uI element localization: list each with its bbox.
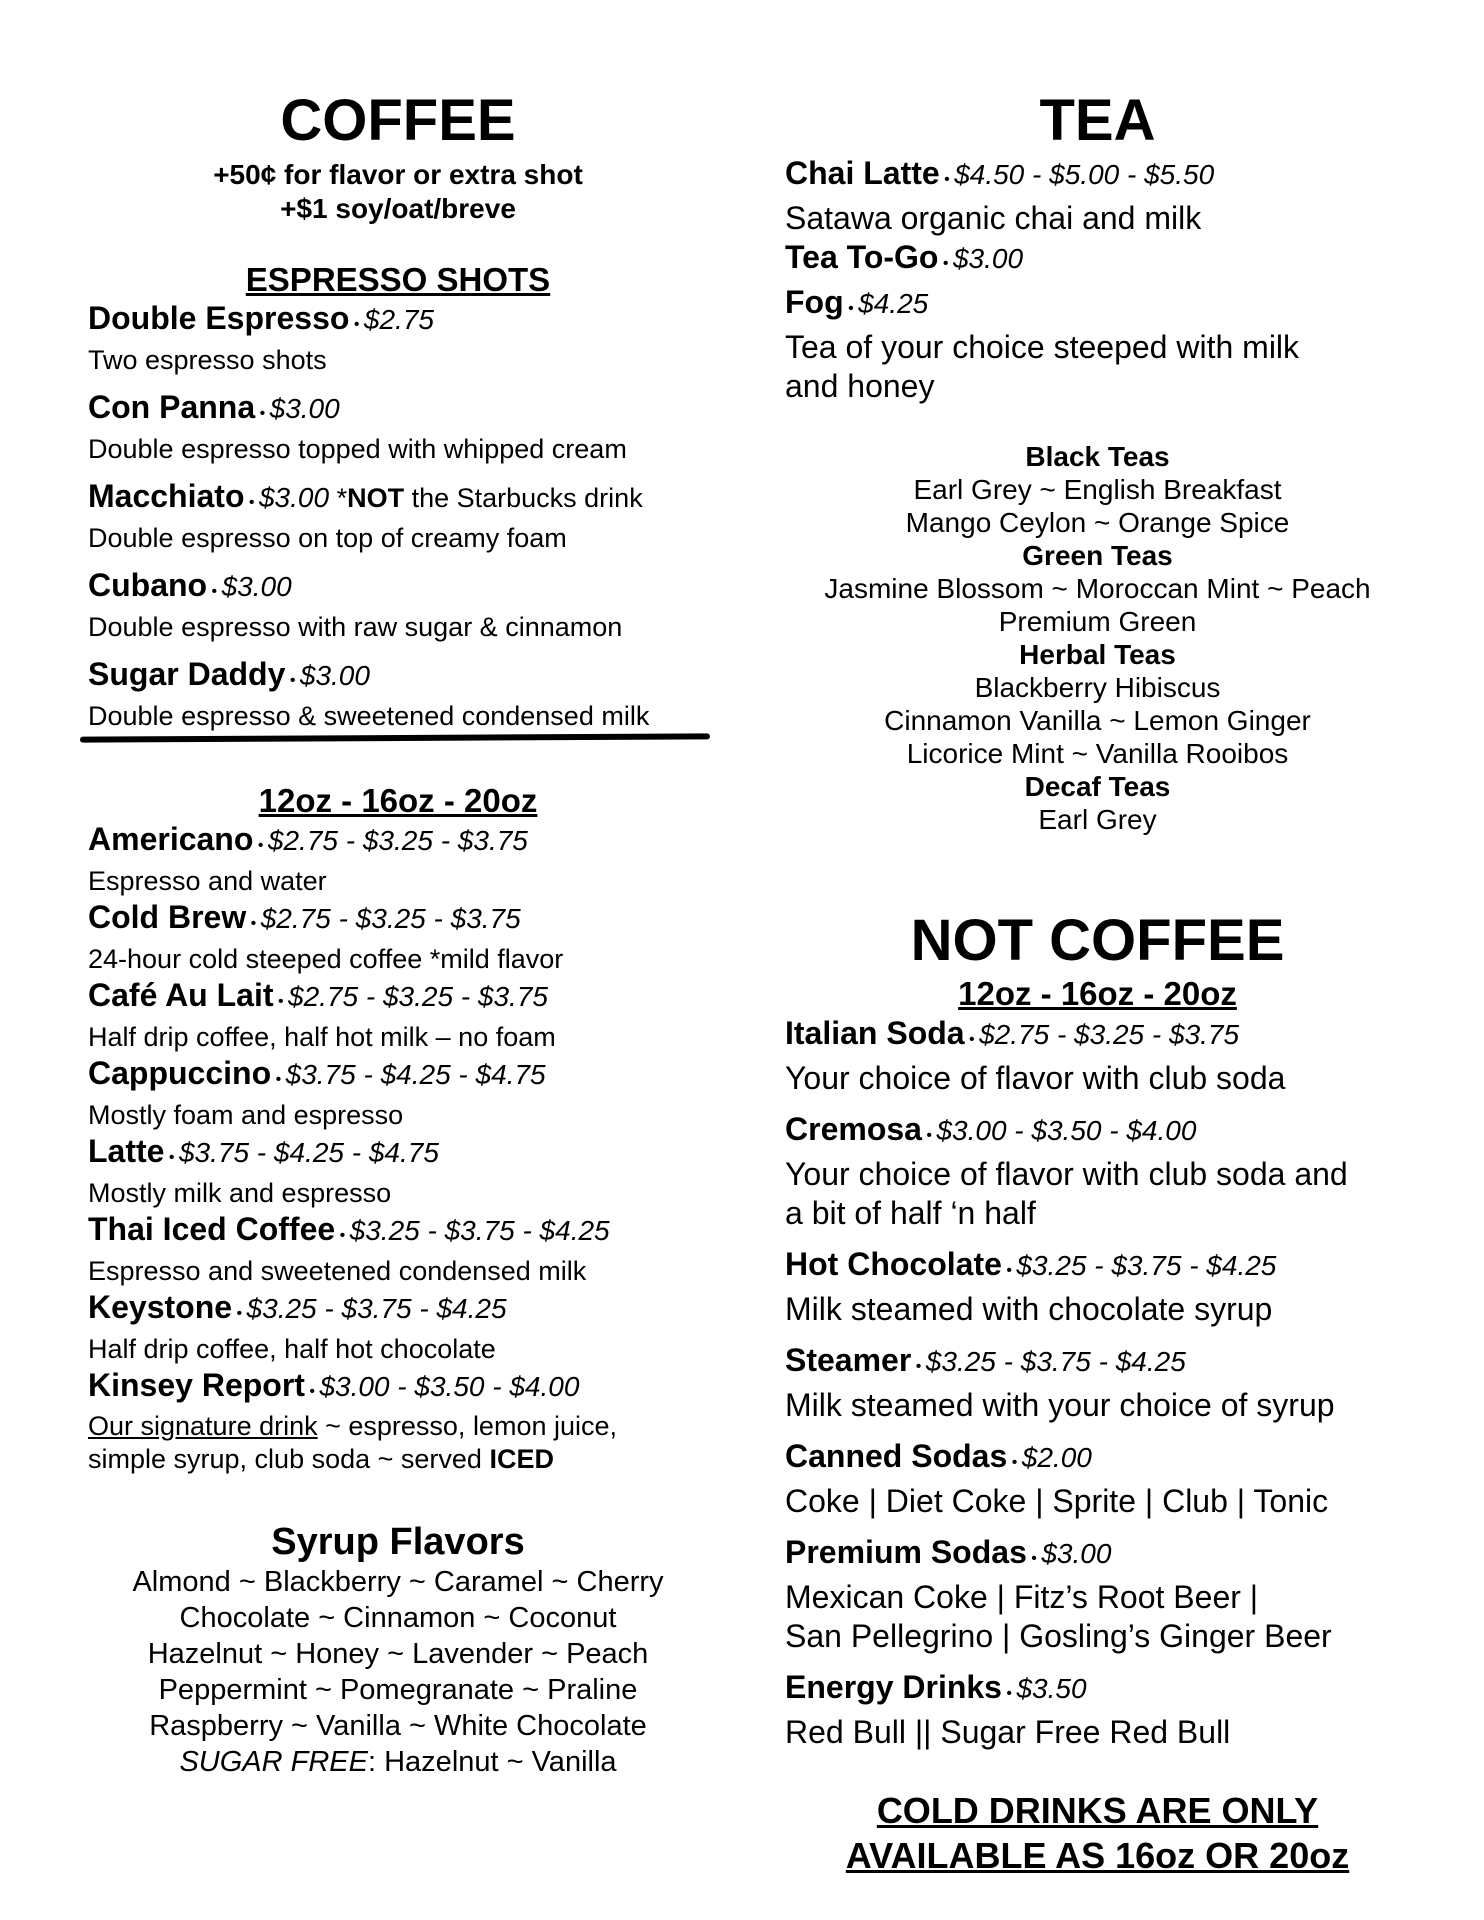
- syrup-title: Syrup Flavors: [271, 1521, 525, 1563]
- tea-column: [785, 0, 1410, 1878]
- item-desc: Satawa organic chai and milk: [785, 200, 1202, 236]
- tea-category: Herbal Teas: [1019, 639, 1176, 670]
- item-desc: Two espresso shots: [88, 345, 327, 375]
- item-price: $3.00: [221, 571, 292, 602]
- tea-line: Earl Grey: [1038, 804, 1157, 835]
- item-desc: Half drip coffee, half hot chocolate: [88, 1334, 496, 1364]
- sugar-free-flavors: : Hazelnut ~ Vanilla: [368, 1746, 617, 1778]
- item-name: Tea To-Go: [785, 239, 939, 275]
- espresso-list: [88, 300, 708, 733]
- syrup-line-sugar-free: [88, 1744, 708, 1780]
- item-desc: Half drip coffee, half hot milk – no foam: [88, 1022, 556, 1052]
- coffee-note-flavor: +50¢ for flavor or extra shot: [213, 159, 583, 190]
- item-price: $3.50: [1016, 1673, 1087, 1704]
- item-desc: Espresso and sweetened condensed milk: [88, 1256, 587, 1286]
- item-desc: Mostly foam and espresso: [88, 1100, 404, 1130]
- tea-line: Licorice Mint ~ Vanilla Rooibos: [906, 738, 1289, 769]
- item-desc-2: San Pellegrino | Gosling’s Ginger Beer: [785, 1618, 1332, 1654]
- menu-item: [785, 1533, 1410, 1656]
- item-name: Double Espresso: [88, 300, 350, 336]
- syrup-line: Almond ~ Blackberry ~ Caramel ~ Cherry: [132, 1566, 664, 1598]
- separator: •: [335, 1227, 350, 1244]
- item-price: $3.25 - $3.75 - $4.25: [246, 1293, 507, 1324]
- item-name: Sugar Daddy: [88, 656, 286, 692]
- separator: •: [1026, 1550, 1042, 1567]
- tea-category: Decaf Teas: [1024, 771, 1171, 802]
- separator: •: [246, 915, 261, 932]
- item-price: $3.00: [258, 482, 330, 513]
- coffee-size-list: [88, 821, 708, 1476]
- item-desc: Mexican Coke | Fitz’s Root Beer |: [785, 1579, 1259, 1615]
- item-desc: [88, 1410, 708, 1443]
- item-desc: Milk steamed with chocolate syrup: [785, 1291, 1273, 1327]
- item-desc: Double espresso topped with whipped cream: [88, 434, 627, 464]
- separator: •: [244, 494, 259, 511]
- item-name: Café Au Lait: [88, 977, 274, 1013]
- tea-line: Jasmine Blossom ~ Moroccan Mint ~ Peach: [824, 573, 1371, 604]
- item-price: $2.75 - $3.25 - $3.75: [267, 825, 528, 856]
- item-price: $2.75 - $3.25 - $3.75: [979, 1019, 1240, 1050]
- menu-item: [88, 1055, 708, 1133]
- menu-item: [88, 1289, 708, 1367]
- menu-item: [785, 1014, 1410, 1098]
- coffee-sizes-heading: 12oz - 16oz - 20oz: [258, 782, 538, 819]
- item-desc-2: and honey: [785, 368, 935, 404]
- cold-note-line: AVAILABLE AS 16oz OR 20oz: [845, 1835, 1350, 1876]
- syrup-line: Raspberry ~ Vanilla ~ White Chocolate: [149, 1710, 647, 1742]
- menu-item: [785, 1341, 1410, 1425]
- tea-category: Black Teas: [1025, 441, 1170, 472]
- separator: •: [1001, 1685, 1017, 1702]
- syrup-line: Peppermint ~ Pomegranate ~ Praline: [158, 1674, 638, 1706]
- cold-note-line: COLD DRINKS ARE ONLY: [876, 1790, 1319, 1831]
- tea-line: Premium Green: [998, 606, 1197, 637]
- item-desc: Mostly milk and espresso: [88, 1178, 392, 1208]
- tea-line: Mango Ceylon ~ Orange Spice: [905, 507, 1290, 538]
- menu-item: [88, 1133, 708, 1211]
- item-price: $3.00: [269, 393, 340, 424]
- separator: •: [964, 1031, 980, 1048]
- item-price: $3.75 - $4.25 - $4.75: [178, 1137, 439, 1168]
- item-desc: 24-hour cold steeped coffee *mild flavor: [88, 944, 564, 974]
- separator: •: [273, 993, 288, 1010]
- item-name: Thai Iced Coffee: [88, 1211, 336, 1247]
- tea-varieties: [785, 440, 1410, 836]
- separator: •: [304, 1383, 320, 1400]
- item-desc: Double espresso on top of creamy foam: [88, 523, 567, 553]
- item-desc-2: [88, 1443, 708, 1476]
- note-bold: NOT: [347, 483, 405, 513]
- note-prefix: *: [329, 483, 348, 513]
- note-suffix: the Starbucks drink: [404, 483, 643, 513]
- item-price: $2.75 - $3.25 - $3.75: [260, 903, 521, 934]
- tea-line: Blackberry Hibiscus: [974, 672, 1221, 703]
- item-price: $3.75 - $4.25 - $4.75: [285, 1059, 546, 1090]
- menu-item-kinsey: [88, 1367, 708, 1476]
- separator: •: [939, 171, 955, 188]
- menu-item: [88, 567, 708, 644]
- menu-item: [88, 977, 708, 1055]
- syrup-list: [88, 1564, 708, 1780]
- item-name: Chai Latte: [785, 155, 940, 191]
- separator: •: [253, 837, 268, 854]
- item-desc: Your choice of flavor with club soda and: [785, 1156, 1348, 1192]
- item-name: Cremosa: [785, 1111, 922, 1147]
- item-price: $2.75: [363, 304, 434, 335]
- sugar-free-label: SUGAR FREE: [179, 1746, 368, 1778]
- separator: •: [207, 583, 222, 600]
- item-price: $3.00: [299, 660, 370, 691]
- desc-line2: simple syrup, club soda ~ served: [88, 1444, 490, 1474]
- item-name: Canned Sodas: [785, 1438, 1008, 1474]
- menu-item: [785, 1437, 1410, 1521]
- item-desc: Coke | Diet Coke | Sprite | Club | Tonic: [785, 1483, 1329, 1519]
- menu-item: [88, 389, 708, 466]
- iced-label: ICED: [489, 1444, 554, 1474]
- item-name: Steamer: [785, 1342, 912, 1378]
- item-desc-2: a bit of half ‘n half: [785, 1195, 1036, 1231]
- item-name: Latte: [88, 1133, 165, 1169]
- tea-line: Earl Grey ~ English Breakfast: [913, 474, 1282, 505]
- separator: •: [271, 1071, 286, 1088]
- cold-drinks-note: [785, 1788, 1410, 1878]
- item-name: Fog: [785, 284, 844, 320]
- not-coffee-title: NOT COFFEE: [910, 908, 1285, 973]
- signature-label: Our signature drink: [88, 1411, 318, 1441]
- tea-title: TEA: [1039, 88, 1156, 153]
- separator: •: [349, 316, 364, 333]
- menu-item: [88, 1211, 708, 1289]
- separator: •: [232, 1305, 247, 1322]
- menu-item: [785, 154, 1410, 238]
- syrup-line: Chocolate ~ Cinnamon ~ Coconut: [179, 1602, 617, 1634]
- item-price: $3.25 - $3.75 - $4.25: [349, 1215, 610, 1246]
- separator: •: [285, 672, 300, 689]
- item-desc: Espresso and water: [88, 866, 327, 896]
- menu-item: [88, 899, 708, 977]
- item-name: Kinsey Report: [88, 1367, 305, 1403]
- item-price: $2.75 - $3.25 - $3.75: [288, 981, 548, 1012]
- item-price: $3.25 - $3.75 - $4.25: [1016, 1250, 1277, 1281]
- tea-list: [785, 154, 1410, 406]
- not-coffee-list: [785, 1014, 1410, 1752]
- item-desc: Your choice of flavor with club soda: [785, 1060, 1286, 1096]
- item-name: Hot Chocolate: [785, 1246, 1002, 1282]
- separator: •: [921, 1127, 937, 1144]
- item-name: Cold Brew: [88, 899, 247, 935]
- item-name: Americano: [88, 821, 254, 857]
- separator: •: [1001, 1262, 1017, 1279]
- coffee-note-milk: +$1 soy/oat/breve: [280, 193, 516, 224]
- item-name: Macchiato: [88, 478, 245, 514]
- item-name: Keystone: [88, 1289, 233, 1325]
- separator: •: [843, 300, 859, 317]
- item-price: $4.25: [858, 288, 929, 319]
- item-desc: Red Bull || Sugar Free Red Bull: [785, 1714, 1231, 1750]
- espresso-heading: ESPRESSO SHOTS: [245, 261, 551, 298]
- desc-rest: ~ espresso, lemon juice,: [317, 1411, 618, 1441]
- coffee-title: COFFEE: [280, 88, 516, 153]
- item-price: $3.00: [1041, 1538, 1112, 1569]
- tea-line: Cinnamon Vanilla ~ Lemon Ginger: [884, 705, 1311, 736]
- menu-item: [88, 478, 708, 555]
- item-note: [329, 483, 643, 513]
- separator: •: [911, 1358, 926, 1375]
- item-name: Cubano: [88, 567, 208, 603]
- separator: •: [938, 255, 953, 272]
- item-name: Italian Soda: [785, 1015, 965, 1051]
- item-desc: Tea of your choice steeped with milk: [785, 329, 1300, 365]
- menu-item: [785, 283, 1410, 406]
- item-desc: Double espresso with raw sugar & cinnamon: [88, 612, 623, 642]
- menu-item: [785, 238, 1410, 283]
- menu-item: [88, 656, 708, 733]
- item-price: $3.25 - $3.75 - $4.25: [925, 1346, 1186, 1377]
- menu-item: [785, 1668, 1410, 1752]
- item-desc: Double espresso & sweetened condensed milk: [88, 701, 650, 731]
- item-price: $2.00: [1021, 1442, 1092, 1473]
- item-price: $3.00 - $3.50 - $4.00: [936, 1115, 1197, 1146]
- not-coffee-sizes-heading: 12oz - 16oz - 20oz: [958, 975, 1237, 1012]
- item-desc: Milk steamed with your choice of syrup: [785, 1387, 1335, 1423]
- separator: •: [164, 1149, 179, 1166]
- item-name: Premium Sodas: [785, 1534, 1027, 1570]
- menu-item: [88, 821, 708, 899]
- coffee-column: [88, 0, 708, 1780]
- menu-item: [785, 1110, 1410, 1233]
- item-price: $3.00: [952, 243, 1024, 274]
- menu-item: [785, 1245, 1410, 1329]
- menu-item: [88, 300, 708, 377]
- item-name: Energy Drinks: [785, 1669, 1002, 1705]
- item-name: Cappuccino: [88, 1055, 272, 1091]
- item-price: $3.00 - $3.50 - $4.00: [319, 1371, 580, 1402]
- separator: •: [1007, 1454, 1022, 1471]
- tea-category: Green Teas: [1022, 540, 1173, 571]
- item-name: Con Panna: [88, 389, 256, 425]
- item-price: $4.50 - $5.00 - $5.50: [954, 159, 1215, 190]
- syrup-line: Hazelnut ~ Honey ~ Lavender ~ Peach: [147, 1638, 649, 1670]
- separator: •: [255, 405, 270, 422]
